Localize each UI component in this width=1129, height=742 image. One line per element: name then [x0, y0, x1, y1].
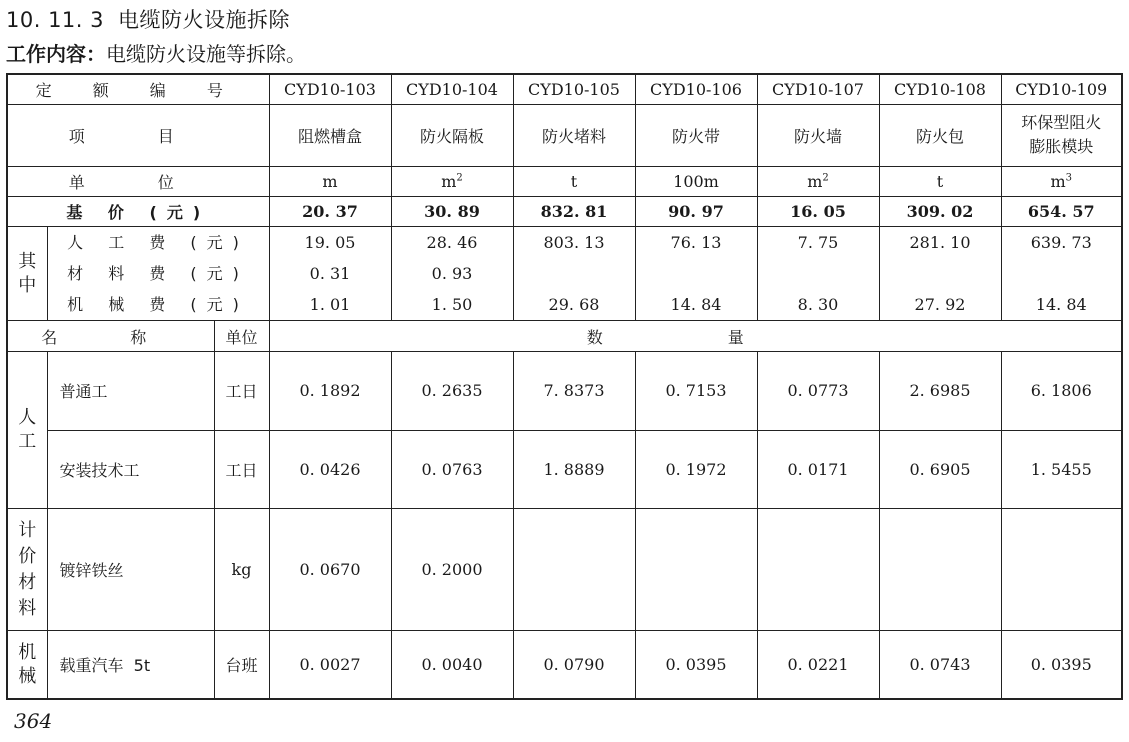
labor-fee-label: 人 工 费 (元) [67, 233, 249, 253]
unit-text: m [807, 171, 823, 191]
machine-fee-label: 机 械 费 (元) [67, 295, 249, 315]
qty-cell: 0. 0027 [269, 631, 391, 699]
base-price-cell: 654. 57 [1001, 196, 1122, 226]
code-cell: CYD10-105 [513, 74, 635, 104]
qty-cell: 0. 0773 [757, 352, 879, 430]
qty-cell: 7. 8373 [513, 352, 635, 430]
fee-cell: 639. 73 14. 84 [1001, 226, 1122, 320]
header-name: 名 称 [7, 321, 214, 352]
qty-cell: 0. 1972 [635, 430, 757, 508]
work-content-label: 工作内容： [6, 42, 106, 66]
table-row [7, 508, 1122, 630]
qty-cell: 1. 8889 [513, 430, 635, 508]
unit-cell [269, 166, 391, 196]
fee-cell: 281. 10 27. 92 [879, 226, 1001, 320]
qty-cell: 2. 6985 [879, 352, 1001, 430]
qty-cell [1001, 508, 1122, 630]
code-cell: CYD10-109 [1001, 74, 1122, 104]
resource-name: 载重汽车 5t [47, 631, 214, 699]
qty-cell: 0. 0040 [391, 631, 513, 699]
item-cell: 防火带 [635, 104, 757, 166]
unit-text: t [936, 171, 944, 191]
unit-cell [391, 166, 513, 196]
base-price-cell: 309. 02 [879, 196, 1001, 226]
table-row [7, 631, 1122, 699]
unit-text: t [570, 171, 578, 191]
row-item [7, 104, 1122, 166]
qty-cell: 0. 1892 [269, 352, 391, 430]
unit-text: m [441, 171, 457, 191]
row-quota-code [7, 74, 1122, 104]
among-label: 其 中 [7, 226, 47, 320]
resource-unit: 工日 [214, 430, 269, 508]
item-cell-multiline [1001, 104, 1122, 166]
item-cell: 阻燃槽盒 [269, 104, 391, 166]
code-cell: CYD10-104 [391, 74, 513, 104]
row-unit [7, 166, 1122, 196]
qty-cell: 0. 6905 [879, 430, 1001, 508]
qty-cell: 0. 0395 [1001, 631, 1122, 699]
group-label-machine: 机 械 [7, 631, 47, 699]
fee-cell: 76. 13 14. 84 [635, 226, 757, 320]
qty-cell: 0. 0426 [269, 430, 391, 508]
unit-cell [513, 166, 635, 196]
item-cell: 防火包 [879, 104, 1001, 166]
quota-table [6, 73, 1123, 700]
item-cell: 防火隔板 [391, 104, 513, 166]
table-row [7, 430, 1122, 508]
unit-sup: 2 [456, 172, 463, 184]
section-title: 电缆防火设施拆除 [118, 8, 291, 32]
section-number: 10. 11. 3 [6, 8, 105, 32]
row-base-price [7, 196, 1122, 226]
header-base-price: 基 价 (元) [7, 196, 269, 226]
unit-sup: 3 [1065, 172, 1073, 184]
code-cell: CYD10-107 [757, 74, 879, 104]
qty-cell: 0. 0395 [635, 631, 757, 699]
unit-cell [635, 166, 757, 196]
code-cell: CYD10-103 [269, 74, 391, 104]
unit-sup: 2 [822, 172, 829, 184]
header-quantity: 数 量 [269, 321, 1122, 352]
fee-cell: 803. 13 29. 68 [513, 226, 635, 320]
unit-text: 100m [673, 171, 719, 191]
base-price-cell: 20. 37 [269, 196, 391, 226]
work-content-text: 电缆防火设施等拆除。 [106, 42, 306, 66]
resource-name: 安装技术工 [47, 430, 214, 508]
item-line-2: 膨胀模块 [1029, 137, 1094, 157]
unit-cell [1001, 166, 1122, 196]
qty-cell [879, 508, 1001, 630]
page-number: 364 [14, 709, 53, 733]
base-price-cell: 832. 81 [513, 196, 635, 226]
qty-cell [635, 508, 757, 630]
qty-cell: 0. 0171 [757, 430, 879, 508]
unit-text: m [322, 171, 338, 191]
row-fee-breakdown [7, 226, 1122, 320]
qty-cell [513, 508, 635, 630]
group-label-labor: 人 工 [7, 352, 47, 509]
qty-cell: 1. 5455 [1001, 430, 1122, 508]
item-cell: 防火墙 [757, 104, 879, 166]
item-line-1: 环保型阻火 [1021, 113, 1102, 133]
header-item: 项 目 [7, 104, 269, 166]
fee-cell: 7. 75 8. 30 [757, 226, 879, 320]
qty-cell: 0. 0670 [269, 508, 391, 630]
code-cell: CYD10-106 [635, 74, 757, 104]
qty-cell: 0. 7153 [635, 352, 757, 430]
fee-cell: 28. 46 0. 93 1. 50 [391, 226, 513, 320]
item-cell: 防火堵料 [513, 104, 635, 166]
header-unit-short: 单位 [214, 321, 269, 352]
code-cell: CYD10-108 [879, 74, 1001, 104]
qty-cell: 0. 0221 [757, 631, 879, 699]
group-label-material: 计 价 材 料 [7, 508, 47, 630]
header-unit: 单 位 [7, 166, 269, 196]
row-resource-header [7, 321, 1122, 352]
section-heading [6, 4, 290, 34]
fee-cell: 19. 05 0. 31 1. 01 [269, 226, 391, 320]
qty-cell: 0. 2635 [391, 352, 513, 430]
qty-cell: 0. 0743 [879, 631, 1001, 699]
qty-cell: 0. 2000 [391, 508, 513, 630]
qty-cell: 6. 1806 [1001, 352, 1122, 430]
unit-cell [879, 166, 1001, 196]
unit-cell [757, 166, 879, 196]
base-price-cell: 30. 89 [391, 196, 513, 226]
qty-cell [757, 508, 879, 630]
qty-cell: 0. 0790 [513, 631, 635, 699]
table-row [7, 352, 1122, 430]
base-price-cell: 16. 05 [757, 196, 879, 226]
qty-cell: 0. 0763 [391, 430, 513, 508]
resource-unit: kg [214, 508, 269, 630]
material-fee-label: 材 料 费 (元) [67, 264, 249, 284]
unit-text: m [1050, 171, 1066, 191]
work-content [6, 38, 306, 67]
fee-labels [47, 226, 269, 320]
base-price-cell: 90. 97 [635, 196, 757, 226]
resource-name: 普通工 [47, 352, 214, 430]
resource-unit: 工日 [214, 352, 269, 430]
resource-name: 镀锌铁丝 [47, 508, 214, 630]
header-quota-code: 定 额 编 号 [7, 74, 269, 104]
resource-unit: 台班 [214, 631, 269, 699]
